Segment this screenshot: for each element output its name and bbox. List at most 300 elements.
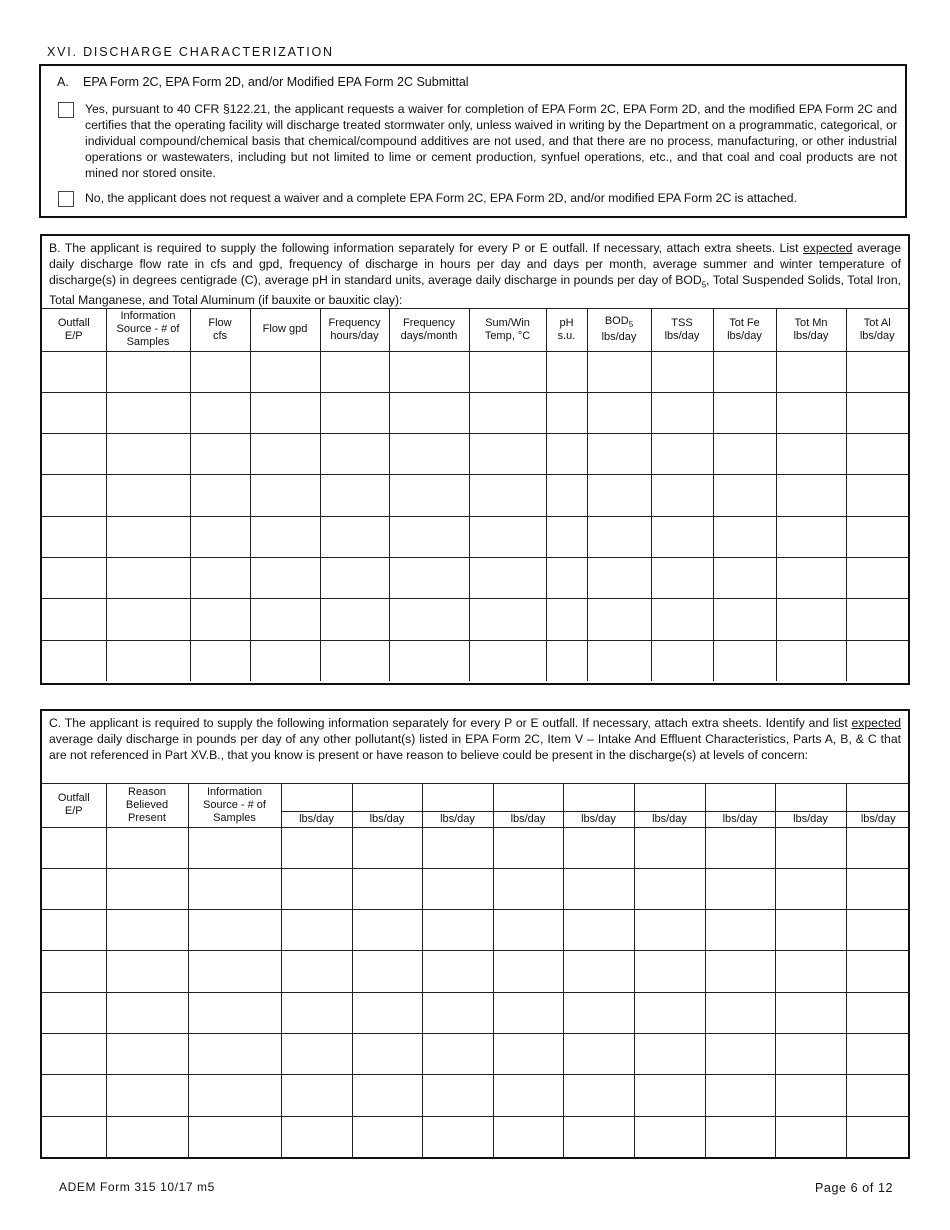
part-c-cell-input[interactable]: [846, 1075, 910, 1116]
part-b-cell-input[interactable]: [106, 351, 190, 392]
part-c-intro: [42, 711, 908, 784]
part-c-cell-input[interactable]: [352, 1116, 422, 1157]
waiver-yes-label: Yes, pursuant to 40 CFR §122.21, the applicant requests a waiver for completion of EPA Form 2C, EPA Form 2D, and the modified EPA Form 2C and certifies that the operating facility will discharge treated stormwater only, unless waived in writing by the Department on a programmatic, categorical, or individual compound/chemical basis that chemical/compound additives are not used, and that there are no process, manufacturing, or other industrial operations or wastewaters, including but not limited to lime or cement production, synfuel operations, etc., and that coal and coal products are not mined nor stored onsite.: [85, 102, 897, 180]
part-c-cell-input[interactable]: [281, 1075, 352, 1116]
part-c-cell-input[interactable]: [42, 910, 106, 951]
part-c-cell-input[interactable]: [775, 827, 846, 868]
part-c-cell-input[interactable]: [846, 1116, 910, 1157]
waiver-no-checkbox[interactable]: [58, 191, 74, 207]
part-c-cell-input[interactable]: [563, 992, 634, 1033]
part-b-cell-input[interactable]: [42, 351, 106, 392]
part-b-cell-input[interactable]: [250, 434, 320, 475]
part-c-col-header: [106, 784, 188, 827]
part-c-cell-input[interactable]: [705, 951, 775, 992]
part-c-col-header-line2: Source - # of: [203, 798, 266, 811]
part-b-cell-input[interactable]: [320, 599, 389, 640]
part-c-cell-input[interactable]: [106, 1075, 188, 1116]
part-c-cell-input[interactable]: [106, 992, 188, 1033]
unit-label: lbs/day: [422, 811, 493, 827]
part-b-cell-input[interactable]: [389, 516, 469, 557]
part-b-cell-input[interactable]: [190, 392, 250, 433]
part-b-cell-input[interactable]: [42, 557, 106, 598]
part-b-cell-input[interactable]: [776, 640, 846, 681]
part-c-cell-input[interactable]: [352, 1033, 422, 1074]
part-b-cell-input[interactable]: [469, 351, 546, 392]
part-c-cell-input[interactable]: [634, 910, 705, 951]
part-b-col-header-line1: Flow gpd: [262, 323, 308, 336]
unit-label: lbs/day: [634, 811, 705, 827]
part-c-cell-input[interactable]: [422, 951, 493, 992]
part-c-cell-input[interactable]: [281, 951, 352, 992]
table-row: [42, 1116, 910, 1157]
part-b-cell-input[interactable]: [587, 475, 651, 516]
part-c-cell-input[interactable]: [188, 1033, 281, 1074]
part-c-cell-input[interactable]: [281, 910, 352, 951]
part-c-cell-input[interactable]: [422, 1033, 493, 1074]
part-c-col-header: [42, 784, 106, 827]
part-c-cell-input[interactable]: [422, 827, 493, 868]
part-b-cell-input[interactable]: [190, 557, 250, 598]
part-c-cell-input[interactable]: [493, 910, 563, 951]
table-row: [42, 827, 910, 868]
part-c-cell-input[interactable]: [352, 1075, 422, 1116]
part-c-cell-input[interactable]: [352, 827, 422, 868]
part-b-cell-input[interactable]: [389, 434, 469, 475]
pollutant-name-input[interactable]: [563, 784, 634, 811]
part-b-cell-input[interactable]: [713, 640, 776, 681]
part-c-cell-input[interactable]: [775, 1075, 846, 1116]
part-b-cell-input[interactable]: [846, 557, 908, 598]
part-b-cell-input[interactable]: [389, 599, 469, 640]
part-b-cell-input[interactable]: [713, 392, 776, 433]
part-c-cell-input[interactable]: [846, 910, 910, 951]
part-b-col-header-line2: Temp, °C: [484, 329, 531, 342]
part-c-cell-input[interactable]: [775, 1033, 846, 1074]
table-row: [42, 557, 908, 598]
part-c-col-header: [188, 784, 281, 827]
part-b-col-header: [320, 309, 389, 351]
part-b-cell-input[interactable]: [250, 557, 320, 598]
part-b-cell-input[interactable]: [469, 434, 546, 475]
part-c-cell-input[interactable]: [493, 1075, 563, 1116]
part-c-cell-input[interactable]: [42, 951, 106, 992]
part-b-cell-input[interactable]: [713, 434, 776, 475]
table-row: [42, 1075, 910, 1116]
form-id: ADEM Form 315 10/17 m5: [59, 1180, 215, 1194]
part-c-cell-input[interactable]: [846, 827, 910, 868]
part-b-cell-input[interactable]: [651, 475, 713, 516]
pollutant-name-input[interactable]: [422, 784, 493, 811]
part-c-col-header-line3: Samples: [213, 811, 256, 824]
part-c-cell-input[interactable]: [188, 868, 281, 909]
part-c-cell-input[interactable]: [846, 868, 910, 909]
part-b-cell-input[interactable]: [389, 557, 469, 598]
table-row: [42, 434, 908, 475]
part-b-cell-input[interactable]: [846, 351, 908, 392]
table-row: [42, 516, 908, 557]
part-c-cell-input[interactable]: [188, 1116, 281, 1157]
part-b-cell-input[interactable]: [651, 557, 713, 598]
part-c-cell-input[interactable]: [493, 868, 563, 909]
part-c-cell-input[interactable]: [352, 868, 422, 909]
part-b-cell-input[interactable]: [190, 351, 250, 392]
part-b-col-header-line1: Sum/Win: [485, 316, 530, 329]
part-c-cell-input[interactable]: [493, 1116, 563, 1157]
part-b-cell-input[interactable]: [651, 351, 713, 392]
part-c-cell-input[interactable]: [705, 1116, 775, 1157]
unit-label: lbs/day: [775, 811, 846, 827]
part-c-cell-input[interactable]: [705, 910, 775, 951]
part-c-cell-input[interactable]: [563, 1116, 634, 1157]
pollutant-name-input[interactable]: [705, 784, 775, 811]
part-b-cell-input[interactable]: [587, 640, 651, 681]
part-b-col-header-line2: E/P: [64, 329, 83, 342]
part-c-cell-input[interactable]: [634, 868, 705, 909]
part-b-col-header: [846, 309, 908, 351]
part-c-table: [42, 784, 910, 1157]
part-b-col-header-line2: hours/day: [330, 329, 379, 342]
table-row: [42, 475, 908, 516]
part-b-cell-input[interactable]: [469, 557, 546, 598]
part-c-cell-input[interactable]: [422, 868, 493, 909]
unit-label: lbs/day: [563, 811, 634, 827]
table-row: [42, 1033, 910, 1074]
part-b-cell-input[interactable]: [651, 516, 713, 557]
unit-label: lbs/day: [352, 811, 422, 827]
part-c-cell-input[interactable]: [106, 827, 188, 868]
part-b-col-header: [651, 309, 713, 351]
part-c-intro-text-2: average daily discharge in pounds per day of any other pollutant(s) listed in EPA Form 2C, Item V – Intake And Effluent Characteristics, Parts A, B, & C that are not referenced in Part XV.B., that you know is present or have reason to believe could be present in the discharge(s) at levels of concern:: [49, 731, 901, 762]
part-b-cell-input[interactable]: [713, 516, 776, 557]
part-b-cell-input[interactable]: [587, 516, 651, 557]
part-b-col-header-line2: lbs/day: [727, 329, 762, 342]
part-b-cell-input[interactable]: [320, 516, 389, 557]
part-b-cell-input[interactable]: [469, 599, 546, 640]
part-b-col-header-line2: lbs/day: [793, 329, 829, 342]
part-c-cell-input[interactable]: [422, 992, 493, 1033]
part-b-cell-input[interactable]: [587, 351, 651, 392]
part-b-cell-input[interactable]: [546, 640, 587, 681]
part-b-col-header: [469, 309, 546, 351]
part-b-cell-input[interactable]: [546, 351, 587, 392]
part-b-cell-input[interactable]: [42, 599, 106, 640]
part-b-cell-input[interactable]: [651, 640, 713, 681]
part-b-cell-input[interactable]: [106, 475, 190, 516]
part-b-cell-input[interactable]: [250, 516, 320, 557]
table-row: [42, 392, 908, 433]
part-b-cell-input[interactable]: [776, 475, 846, 516]
part-b-cell-input[interactable]: [776, 516, 846, 557]
table-row: [42, 351, 908, 392]
part-c-cell-input[interactable]: [352, 992, 422, 1033]
part-c-cell-input[interactable]: [705, 1075, 775, 1116]
part-c-cell-input[interactable]: [563, 910, 634, 951]
part-b-cell-input[interactable]: [846, 434, 908, 475]
part-c-cell-input[interactable]: [422, 910, 493, 951]
part-c-cell-input[interactable]: [106, 951, 188, 992]
part-c-cell-input[interactable]: [493, 951, 563, 992]
part-b-cell-input[interactable]: [42, 434, 106, 475]
part-c-cell-input[interactable]: [563, 951, 634, 992]
part-c-cell-input[interactable]: [42, 992, 106, 1033]
part-b-cell-input[interactable]: [106, 599, 190, 640]
part-b-cell-input[interactable]: [546, 475, 587, 516]
part-c-cell-input[interactable]: [634, 827, 705, 868]
part-c-intro-text-1: C. The applicant is required to supply the following information separately for every P or E outfall. If necessary, attach extra sheets. Identify and list: [49, 716, 852, 730]
part-c-box: [40, 709, 910, 1159]
part-b-cell-input[interactable]: [320, 475, 389, 516]
part-c-col-header-line1: Information: [206, 785, 263, 798]
part-b-cell-input[interactable]: [651, 599, 713, 640]
pollutant-name-input[interactable]: [493, 784, 563, 811]
part-b-col-header-line2: cfs: [212, 329, 228, 342]
part-c-cell-input[interactable]: [352, 951, 422, 992]
part-b-col-header: [546, 309, 587, 351]
unit-label: lbs/day: [493, 811, 563, 827]
part-b-cell-input[interactable]: [846, 599, 908, 640]
part-b-col-header-line1: Information: [120, 310, 176, 323]
part-c-cell-input[interactable]: [188, 992, 281, 1033]
part-c-col-header-line1: Outfall: [57, 792, 90, 805]
part-c-cell-input[interactable]: [281, 868, 352, 909]
part-b-cell-input[interactable]: [320, 557, 389, 598]
part-c-cell-input[interactable]: [281, 992, 352, 1033]
part-c-cell-input[interactable]: [42, 1075, 106, 1116]
part-b-cell-input[interactable]: [587, 392, 651, 433]
part-c-cell-input[interactable]: [705, 868, 775, 909]
part-b-cell-input[interactable]: [469, 640, 546, 681]
part-c-cell-input[interactable]: [281, 1033, 352, 1074]
part-b-cell-input[interactable]: [250, 351, 320, 392]
part-c-cell-input[interactable]: [106, 1116, 188, 1157]
part-b-intro: [42, 236, 908, 309]
part-b-cell-input[interactable]: [389, 475, 469, 516]
part-c-cell-input[interactable]: [42, 1033, 106, 1074]
part-b-cell-input[interactable]: [190, 475, 250, 516]
part-c-cell-input[interactable]: [188, 827, 281, 868]
part-c-cell-input[interactable]: [493, 827, 563, 868]
part-c-cell-input[interactable]: [106, 868, 188, 909]
part-b-cell-input[interactable]: [587, 434, 651, 475]
part-b-col-header-line1: Frequency: [328, 316, 381, 329]
part-c-cell-input[interactable]: [846, 1033, 910, 1074]
part-b-col-header-line1: TSS: [671, 316, 693, 329]
part-b-cell-input[interactable]: [546, 392, 587, 433]
part-b-intro-text-2: average daily discharge flow rate in cfs and gpd, frequency of discharge in hours per day and days per month, average summer and winter temperature of discharge(s) in degrees centigrade (C), average pH in standard units, average daily discharge in pounds per day of BOD: [49, 241, 901, 287]
part-b-cell-input[interactable]: [546, 599, 587, 640]
part-b-col-header-line1: Flow: [208, 316, 232, 329]
part-b-cell-input[interactable]: [587, 557, 651, 598]
part-b-cell-input[interactable]: [546, 434, 587, 475]
part-c-col-header-line2: Believed: [125, 798, 169, 811]
part-c-cell-input[interactable]: [42, 1116, 106, 1157]
part-b-cell-input[interactable]: [713, 599, 776, 640]
part-b-box: [40, 234, 910, 685]
part-b-col-header-line2: lbs/day: [859, 329, 895, 342]
part-b-cell-input[interactable]: [776, 599, 846, 640]
part-b-cell-input[interactable]: [651, 434, 713, 475]
part-c-cell-input[interactable]: [846, 992, 910, 1033]
page-number: Page 6 of 12: [815, 1181, 894, 1195]
part-c-intro-underline: expected: [851, 716, 901, 730]
part-b-cell-input[interactable]: [250, 640, 320, 681]
part-c-cell-input[interactable]: [775, 992, 846, 1033]
part-b-cell-input[interactable]: [106, 557, 190, 598]
part-b-cell-input[interactable]: [713, 475, 776, 516]
pollutant-name-input[interactable]: [352, 784, 422, 811]
part-b-col-header-line1: Frequency: [403, 316, 455, 329]
unit-label: lbs/day: [281, 811, 352, 827]
part-b-cell-input[interactable]: [320, 640, 389, 681]
part-c-cell-input[interactable]: [493, 992, 563, 1033]
part-b-col-header: [250, 309, 320, 351]
part-b-table: [42, 309, 908, 681]
part-b-cell-input[interactable]: [106, 392, 190, 433]
part-b-cell-input[interactable]: [846, 475, 908, 516]
part-c-cell-input[interactable]: [775, 1116, 846, 1157]
part-c-cell-input[interactable]: [775, 910, 846, 951]
part-b-cell-input[interactable]: [106, 434, 190, 475]
part-b-col-header: [190, 309, 250, 351]
part-c-cell-input[interactable]: [634, 1033, 705, 1074]
part-c-cell-input[interactable]: [775, 951, 846, 992]
part-c-cell-input[interactable]: [281, 1116, 352, 1157]
part-b-cell-input[interactable]: [713, 557, 776, 598]
waiver-yes-checkbox[interactable]: [58, 102, 74, 118]
part-c-cell-input[interactable]: [42, 827, 106, 868]
part-b-cell-input[interactable]: [190, 516, 250, 557]
unit-label: lbs/day: [705, 811, 775, 827]
part-c-cell-input[interactable]: [42, 868, 106, 909]
part-b-cell-input[interactable]: [320, 351, 389, 392]
part-b-col-header-line1: BOD: [604, 315, 629, 328]
part-c-cell-input[interactable]: [106, 1033, 188, 1074]
part-b-cell-input[interactable]: [250, 392, 320, 433]
part-c-cell-input[interactable]: [563, 1075, 634, 1116]
pollutant-name-input[interactable]: [775, 784, 846, 811]
part-b-cell-input[interactable]: [469, 475, 546, 516]
part-b-col-header-line2: Source - # of: [116, 323, 180, 336]
part-b-col-header-line2: s.u.: [557, 329, 576, 342]
part-b-intro-subscript: 5: [701, 280, 707, 290]
part-a-heading: [57, 75, 469, 89]
part-b-intro-text-1: B. The applicant is required to supply the following information separately for every P or E outfall. If necessary, attach extra sheets. List: [49, 241, 803, 255]
part-b-col-header-line1: Outfall: [57, 316, 90, 329]
part-b-cell-input[interactable]: [389, 392, 469, 433]
part-c-cell-input[interactable]: [106, 910, 188, 951]
table-row: [42, 910, 910, 951]
part-c-cell-input[interactable]: [634, 1116, 705, 1157]
part-b-cell-input[interactable]: [587, 599, 651, 640]
part-b-cell-input[interactable]: [106, 640, 190, 681]
part-b-cell-input[interactable]: [546, 516, 587, 557]
part-b-col-header-line2: lbs/day: [601, 331, 637, 344]
part-c-cell-input[interactable]: [188, 951, 281, 992]
part-b-col-header-line1: Tot Mn: [794, 316, 828, 329]
part-c-cell-input[interactable]: [352, 910, 422, 951]
part-b-cell-input[interactable]: [42, 392, 106, 433]
part-c-cell-input[interactable]: [422, 1075, 493, 1116]
part-b-col-header: [106, 309, 190, 351]
part-b-cell-input[interactable]: [846, 392, 908, 433]
part-c-cell-input[interactable]: [188, 910, 281, 951]
pollutant-name-input[interactable]: [281, 784, 352, 811]
part-b-cell-input[interactable]: [776, 351, 846, 392]
part-c-cell-input[interactable]: [705, 992, 775, 1033]
part-c-cell-input[interactable]: [705, 827, 775, 868]
part-c-cell-input[interactable]: [846, 951, 910, 992]
part-c-cell-input[interactable]: [493, 1033, 563, 1074]
part-b-cell-input[interactable]: [546, 557, 587, 598]
part-c-cell-input[interactable]: [188, 1075, 281, 1116]
part-c-cell-input[interactable]: [422, 1116, 493, 1157]
part-b-cell-input[interactable]: [106, 516, 190, 557]
table-row: [42, 599, 908, 640]
part-c-cell-input[interactable]: [634, 992, 705, 1033]
part-c-col-header-line3: Present: [128, 811, 166, 824]
part-c-cell-input[interactable]: [563, 827, 634, 868]
waiver-no-label: No, the applicant does not request a waiver and a complete EPA Form 2C, EPA Form 2D, and/or modified EPA Form 2C is attached.: [85, 191, 797, 205]
part-b-cell-input[interactable]: [190, 640, 250, 681]
part-c-cell-input[interactable]: [634, 1075, 705, 1116]
part-b-intro-underline: expected: [803, 241, 853, 255]
part-b-cell-input[interactable]: [651, 392, 713, 433]
part-b-cell-input[interactable]: [250, 599, 320, 640]
part-b-cell-input[interactable]: [389, 640, 469, 681]
part-b-cell-input[interactable]: [250, 475, 320, 516]
part-c-cell-input[interactable]: [705, 1033, 775, 1074]
part-b-col-header-line1: Tot Fe: [729, 316, 760, 329]
part-b-cell-input[interactable]: [389, 351, 469, 392]
part-b-cell-input[interactable]: [776, 557, 846, 598]
part-a-letter: A.: [57, 75, 69, 89]
pollutant-name-input[interactable]: [634, 784, 705, 811]
part-b-col-header-line2: days/month: [400, 329, 458, 342]
part-c-cell-input[interactable]: [281, 827, 352, 868]
part-b-col-header: [776, 309, 846, 351]
part-b-col-header: [587, 309, 651, 351]
part-a-heading-text: EPA Form 2C, EPA Form 2D, and/or Modified EPA Form 2C Submittal: [83, 75, 469, 89]
part-c-cell-input[interactable]: [775, 868, 846, 909]
part-b-col-header: [389, 309, 469, 351]
part-c-cell-input[interactable]: [563, 1033, 634, 1074]
part-b-cell-input[interactable]: [320, 392, 389, 433]
part-c-cell-input[interactable]: [563, 868, 634, 909]
part-c-col-header-line1: Reason: [128, 785, 166, 798]
part-b-cell-input[interactable]: [42, 640, 106, 681]
part-b-cell-input[interactable]: [776, 434, 846, 475]
part-b-cell-input[interactable]: [713, 351, 776, 392]
part-b-cell-input[interactable]: [846, 640, 908, 681]
part-b-cell-input[interactable]: [42, 475, 106, 516]
pollutant-name-input[interactable]: [846, 784, 910, 811]
part-b-col-header-line1: Tot Al: [863, 316, 891, 329]
part-b-cell-input[interactable]: [469, 516, 546, 557]
part-b-cell-input[interactable]: [190, 599, 250, 640]
part-b-intro-text-3: , Total Suspended Solids, Total Iron, Total Manganese, and Total Aluminum (if bauxite or bauxitic clay):: [49, 272, 901, 307]
part-c-cell-input[interactable]: [634, 951, 705, 992]
part-b-cell-input[interactable]: [846, 516, 908, 557]
part-b-cell-input[interactable]: [776, 392, 846, 433]
part-b-cell-input[interactable]: [320, 434, 389, 475]
part-b-cell-input[interactable]: [42, 516, 106, 557]
part-b-cell-input[interactable]: [190, 434, 250, 475]
section-title: XVI. DISCHARGE CHARACTERIZATION: [47, 45, 334, 59]
part-b-col-header: [713, 309, 776, 351]
table-row: [42, 868, 910, 909]
table-row: [42, 640, 908, 681]
part-b-cell-input[interactable]: [469, 392, 546, 433]
